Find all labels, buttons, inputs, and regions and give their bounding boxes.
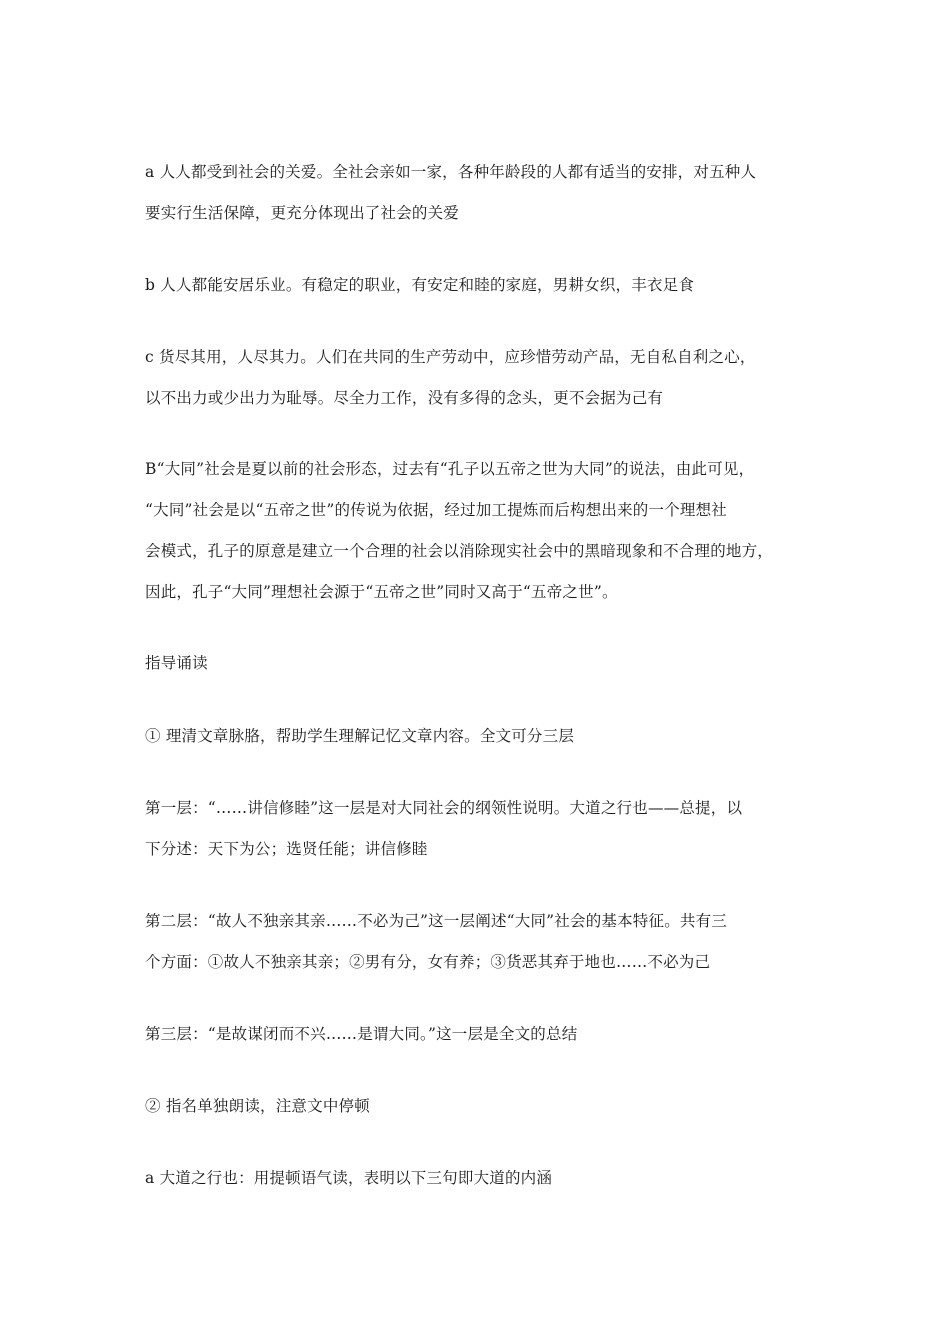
paragraph-layer-three (145, 1014, 815, 1055)
text-line: ① 理清文章脉胳，帮助学生理解记忆文章内容。全文可分三层 (145, 727, 575, 745)
paragraph-layer-one (145, 788, 815, 870)
text-line: 第三层：“是故谋闭而不兴……是谓大同。”这一层是全文的总结 (145, 1025, 578, 1043)
paragraph-a-pause-reading (145, 1158, 815, 1199)
text-line: b 人人都能安居乐业。有稳定的职业，有安定和睦的家庭，男耕女织，丰衣足食 (145, 276, 695, 294)
text-line: 第二层：“故人不独亲其亲……不必为己”这一层阐述“大同”社会的基本特征。共有三 (145, 912, 727, 930)
section-heading-guided-reading (145, 643, 815, 684)
text-line: 以不出力或少出力为耻辱。尽全力工作，没有多得的念头，更不会据为己有 (145, 389, 664, 407)
paragraph-layer-two (145, 901, 815, 983)
text-line: 会模式，孔子的原意是建立一个合理的社会以消除现实社会中的黑暗现象和不合理的地方， (145, 542, 774, 560)
text-line: 要实行生活保障，更充分体现出了社会的关爱 (145, 204, 460, 222)
paragraph-c-goods-and-labor (145, 337, 815, 419)
text-line: 下分述：天下为公；选贤任能；讲信修睦 (145, 840, 428, 858)
text-line: 第一层：“……讲信修睦”这一层是对大同社会的纲领性说明。大道之行也——总提，以 (145, 799, 743, 817)
text-line: c 货尽其用，人尽其力。人们在共同的生产劳动中，应珍惜劳动产品，无自私自利之心， (145, 348, 756, 366)
text-line: a 人人都受到社会的关爱。全社会亲如一家，各种年龄段的人都有适当的安排，对五种人 (145, 163, 757, 181)
text-line: a 大道之行也：用提顿语气读，表明以下三句即大道的内涵 (145, 1169, 553, 1187)
paragraph-reading-aloud (145, 1086, 815, 1127)
text-line: 个方面：①故人不独亲其亲；②男有分，女有养；③货恶其弃于地也……不必为己 (145, 953, 711, 971)
paragraph-b-live-and-work (145, 265, 815, 306)
paragraph-a-social-care (145, 152, 815, 234)
text-line: 因此，孔子“大同”理想社会源于“五帝之世”同时又高于“五帝之世”。 (145, 583, 618, 601)
text-line: ② 指名单独朗读，注意文中停顿 (145, 1097, 370, 1115)
text-line: 指导诵读 (145, 654, 208, 672)
text-line: “大同”社会是以“五帝之世”的传说为依据，经过加工提炼而后构想出来的一个理想社 (145, 501, 727, 519)
text-line: B“大同”社会是夏以前的社会形态，过去有“孔子以五帝之世为大同”的说法，由此可见， (145, 460, 755, 478)
paragraph-structure-intro (145, 716, 815, 757)
paragraph-B-datong-society (145, 449, 815, 613)
